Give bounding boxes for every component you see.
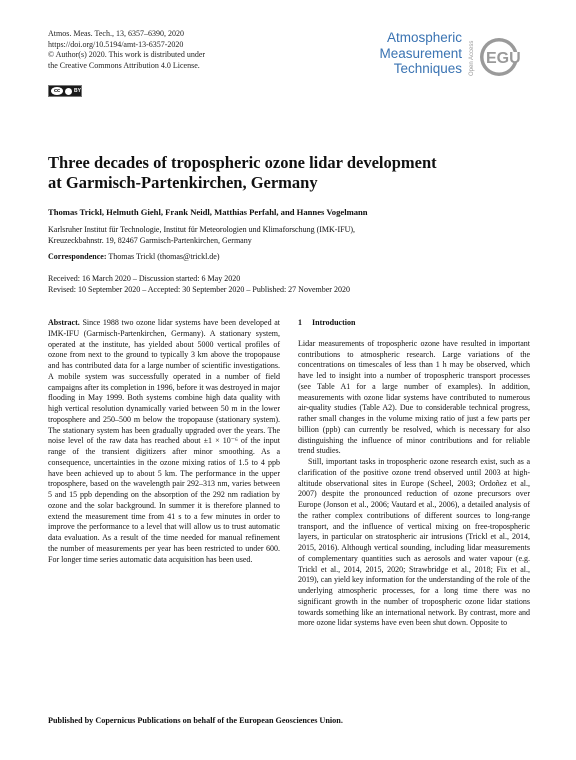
dates-line2: Revised: 10 September 2020 – Accepted: 30 September 2020 – Published: 27 November 2020 xyxy=(48,284,350,294)
affiliation-line2: Kreuzeckbahnstr. 19, 82467 Garmisch-Partenkirchen, Germany xyxy=(48,236,252,245)
journal-name-line2: Measurement xyxy=(379,45,462,61)
intro-paragraph-1: Lidar measurements of tropospheric ozone have resulted in important contributions to atmospheric research. Large variations of the concentrations on timescales of less than 1 h may be observed, which have led to insight into a number of tropospheric transport processes (see Table A1 for a large number of examples). In addition, measurements with ozone lidar systems have contributed to numerous air-quality studies (Table A2). Due to considerable technical progress, rather small changes in the volume mixing ratio of just a few parts per billion (ppb) can currently be resolved, which is necessary for also distinguishing the influence of minor contributions and for reliable trend studies. xyxy=(298,338,530,456)
journal-name xyxy=(362,30,462,77)
copyright-line: © Author(s) 2020. This work is distributed under xyxy=(48,50,206,60)
introduction-column xyxy=(298,318,530,629)
intro-paragraph-2: Still, important tasks in tropospheric ozone research exist, such as a clarification of the positive ozone trend observed until 2003 at high-altitude observational sites in Europe (Scheel, 2003; Ordoñez et al., 2007) despite the pronounced reduction of ozone precursors over Europe (Jonson et al., 2006; Vautard et al., 2006), a detailed analysis of the rather complex contributions of different sources to long-range transport, and the influence of vertical mixing on free-tropospheric layers, in particular on stratospheric air intrusions (Trickl et al., 2014, 2015, 2016). Although vertical sounding, including lidar measurements of complementary quantities such as aerosols and water vapour (e.g. Trickl et al., 2014, 2015, 2020; Strawbridge et al., 2018; Fix et al., 2019), can yield key information for the understanding of the role of the underlying atmospheric processes, for a long time there was no significant growth in the number of tropospheric ozone lidar stations towards something like an international network. By contrast, more and more ozone lidar systems have even been shut down. Opposite to xyxy=(298,457,530,628)
author-list: Thomas Trickl, Helmuth Giehl, Frank Neidl, Matthias Perfahl, and Hannes Vogelmann xyxy=(48,207,368,217)
correspondence-contact[interactable]: Thomas Trickl (thomas@trickl.de) xyxy=(108,252,220,261)
license-line: the Creative Commons Attribution 4.0 License. xyxy=(48,60,200,70)
section-number: 1 xyxy=(298,318,302,327)
publisher-footer: Published by Copernicus Publications on behalf of the European Geosciences Union. xyxy=(48,716,343,725)
article-title xyxy=(48,153,528,193)
correspondence-label: Correspondence: xyxy=(48,252,107,261)
by-label: BY xyxy=(74,88,81,94)
affiliation xyxy=(48,224,355,246)
person-icon xyxy=(65,88,72,95)
dates-line1: Received: 16 March 2020 – Discussion started: 6 May 2020 xyxy=(48,274,241,283)
title-line2: at Garmisch-Partenkirchen, Germany xyxy=(48,173,318,192)
abstract-label: Abstract. xyxy=(48,318,80,327)
title-line1: Three decades of tropospheric ozone lidar development xyxy=(48,153,437,172)
abstract-text: Since 1988 two ozone lidar systems have been developed at IMK-IFU (Garmisch-Partenkirchen, Germany). A stationary system, operated at the institute, has yielded about 5000 vertical profiles of ozone from next to the ground to typically 3 km above the tropopause and has contributed data for a large number of scientific investigations. A mobile system was successfully operated in a number of field campaigns after its completion in 1996, before it was destroyed in major flooding in May 1999. Both systems combine high data quality with high vertical resolution dynamically varied between 50 m in the lower troposphere and 250–500 m below the tropopause (stationary system). The stationary system has been gradually upgraded over the years. The noise level of the raw data has reached about ±1 × 10⁻⁶ of the input range of the transient digitizers after minor smoothing. As a consequence, uncertainties in the ozone mixing ratios of 1.5 to 4 ppb have been achieved up to about 5 km. The performance in the upper troposphere, based on the wavelength pair 292–313 nm, varies between 5 and 15 ppb depending on the absorption of the 292 nm radiation by ozone and the solar background. In summer it is therefore planned to extend the measurement time from 41 s to a few minutes in order to improve the performance to a level that will allow us to trust automatic data evaluation. As a result of the time needed for manual refinement the number of measurements per year has been restricted to under 600. For longer time series automatic data acquisition has been used. xyxy=(48,318,280,564)
egu-logo xyxy=(478,36,526,78)
journal-name-line3: Techniques xyxy=(393,61,462,76)
affiliation-line1: Karlsruher Institut für Technologie, Institut für Meteorologien und Klimaforschung (IMK-IFU), xyxy=(48,225,356,234)
citation: Atmos. Meas. Tech., 13, 6357–6390, 2020 xyxy=(48,29,184,38)
journal-name-line1: Atmospheric xyxy=(386,30,462,45)
abstract-column xyxy=(48,318,280,565)
open-access-text: Open Access xyxy=(469,40,475,76)
egu-logo-text: EGU xyxy=(486,50,521,67)
cc-icon: cc xyxy=(51,87,63,95)
open-access-label xyxy=(466,30,476,78)
cc-by-license-badge[interactable] xyxy=(48,85,82,97)
abstract-paragraph xyxy=(48,318,280,565)
correspondence xyxy=(48,252,220,261)
section-heading xyxy=(298,318,530,329)
doi-link[interactable]: https://doi.org/10.5194/amt-13-6357-2020 xyxy=(48,39,184,49)
article-metadata xyxy=(48,29,205,71)
section-title: Introduction xyxy=(312,318,356,327)
publication-dates xyxy=(48,274,350,296)
